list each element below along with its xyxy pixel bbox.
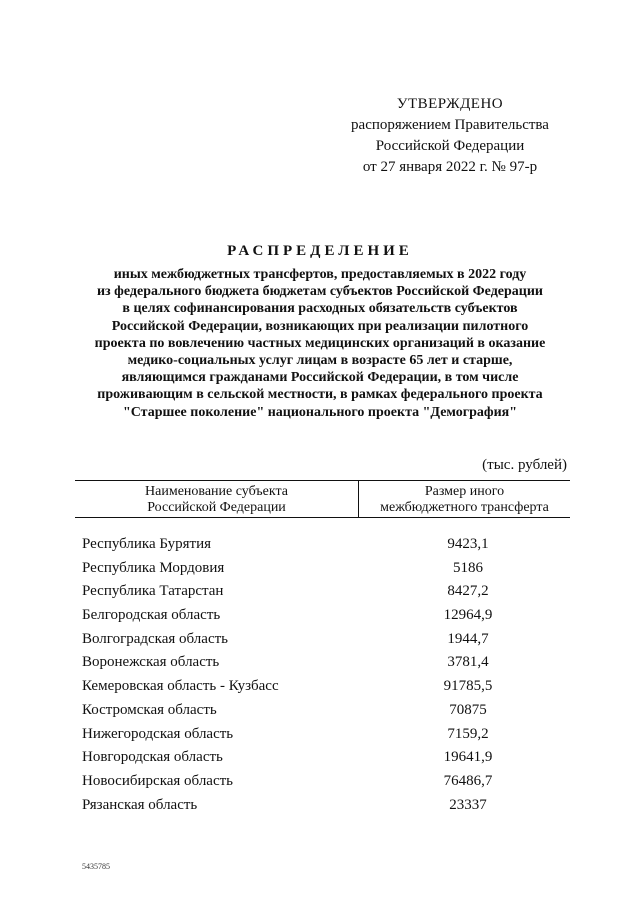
table-row	[0, 794, 640, 818]
subtitle-line: из федерального бюджета бюджетам субъектов Российской Федерации	[96, 284, 543, 300]
subject-name: Кемеровская область - Кузбасс	[82, 678, 279, 695]
header-line: Российской Федерации	[147, 500, 286, 515]
transfer-amount: 3781,4	[447, 654, 489, 671]
subtitle-line: иных межбюджетных трансфертов, предоставляемых в 2022 году	[113, 267, 527, 282]
subject-name: Республика Татарстан	[82, 583, 224, 600]
header-amount	[359, 484, 570, 516]
table-row	[0, 746, 640, 770]
header-line: Размер иного	[424, 484, 505, 499]
table-row	[0, 675, 640, 699]
subject-name: Костромская область	[82, 701, 217, 718]
approval-block	[340, 94, 560, 178]
transfer-amount: 9423,1	[447, 536, 489, 552]
approval-line: распоряжением Правительства	[351, 117, 549, 133]
transfer-amount: 1944,7	[447, 630, 489, 647]
transfer-amount: 23337	[449, 796, 487, 813]
transfer-amount: 5186	[453, 559, 483, 576]
subject-name: Республика Мордовия	[82, 559, 225, 576]
transfer-amount: 91785,5	[443, 678, 493, 695]
subject-name: Республика Бурятия	[82, 536, 212, 552]
subtitle-line: являющимся гражданами Российской Федерации, в том числе	[121, 370, 519, 386]
table-row	[0, 651, 640, 675]
subject-name: Воронежская область	[82, 654, 220, 671]
table-row	[0, 770, 640, 794]
subtitle-line: "Старшее поколение" национального проекта "Демография"	[122, 404, 518, 420]
transfer-amount: 76486,7	[443, 772, 493, 789]
subject-name: Нижегородская область	[82, 725, 234, 742]
table-row	[0, 699, 640, 723]
document-title: РАСПРЕДЕЛЕНИЕ	[227, 243, 413, 259]
transfer-amount: 7159,2	[447, 725, 489, 742]
header-line: Наименование субъекта	[145, 484, 288, 499]
header-line: межбюджетного трансферта	[380, 500, 549, 515]
subtitle-line: проживающим в сельской местности, в рамках федерального проекта	[97, 387, 543, 403]
subject-name: Новгородская область	[82, 749, 223, 766]
approval-line: Российской Федерации	[375, 138, 525, 154]
table-row	[0, 533, 640, 557]
transfer-amount: 8427,2	[447, 583, 489, 600]
transfer-amount: 19641,9	[443, 749, 493, 766]
subtitle-line: Российской Федерации, возникающих при реализации пилотного	[111, 318, 529, 334]
approval-line: от 27 января 2022 г. № 97-р	[362, 159, 538, 175]
subject-name: Волгоградская область	[82, 630, 228, 647]
document-number: 5435785	[82, 862, 110, 871]
table-row	[0, 580, 640, 604]
subtitle-line: в целях софинансирования расходных обязательств субъектов	[122, 301, 518, 317]
table-row	[0, 723, 640, 747]
subject-name: Рязанская область	[82, 796, 198, 813]
table-header	[75, 480, 570, 518]
transfer-amount: 12964,9	[443, 607, 493, 624]
subtitle-line: проекта по вовлечению частных медицинских организаций в оказание	[94, 335, 546, 351]
subject-name: Белгородская область	[82, 607, 221, 624]
header-subject	[75, 484, 358, 516]
table-row	[0, 604, 640, 628]
subject-name: Новосибирская область	[82, 772, 234, 789]
approval-title: УТВЕРЖДЕНО	[396, 96, 504, 112]
document-subtitle	[60, 266, 580, 421]
table-body	[0, 533, 640, 817]
subtitle-line: медико-социальных услуг лицам в возрасте 65 лет и старше,	[127, 353, 513, 369]
transfer-amount: 70875	[449, 701, 487, 718]
table-row	[0, 628, 640, 652]
table-row	[0, 557, 640, 581]
units-label: (тыс. рублей)	[482, 457, 567, 473]
